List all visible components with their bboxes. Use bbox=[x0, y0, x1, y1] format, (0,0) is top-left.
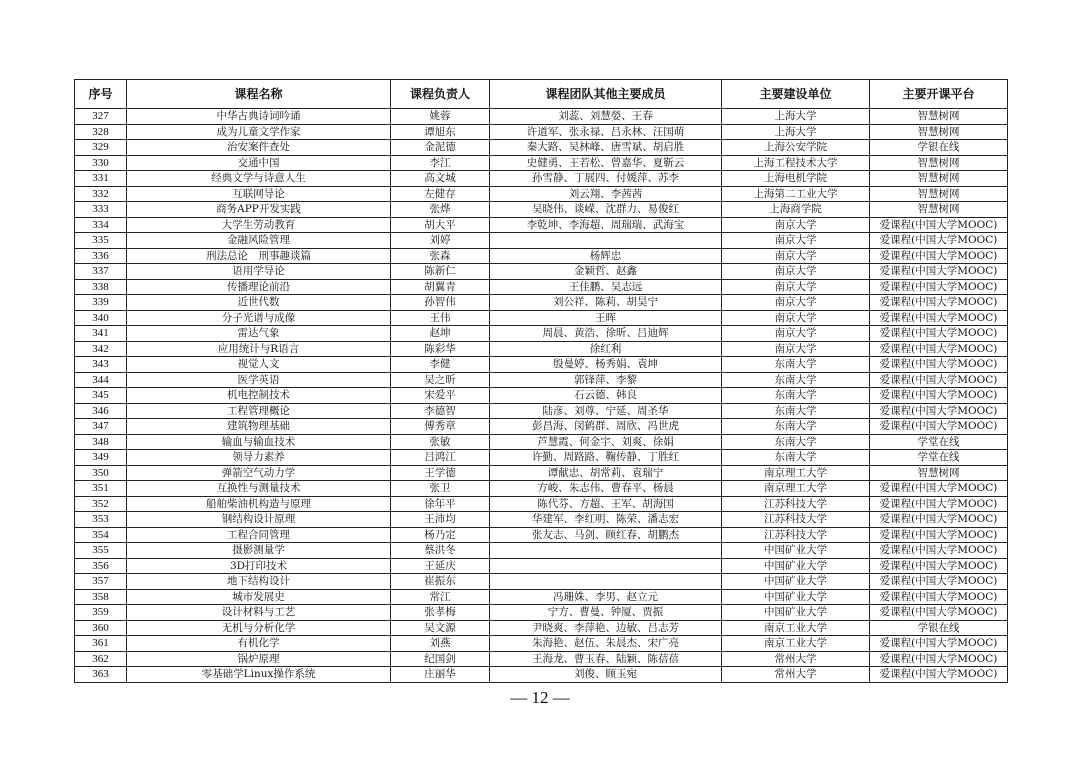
cell-serial-number: 327 bbox=[75, 109, 127, 125]
cell-team-members: 彭昌海、闵鹤群、周欣、冯世虎 bbox=[490, 419, 722, 435]
cell-platform: 智慧树网 bbox=[870, 171, 1008, 187]
table-row bbox=[75, 465, 1008, 481]
table-row bbox=[75, 140, 1008, 156]
cell-platform: 爱课程(中国大学MOOC) bbox=[870, 248, 1008, 264]
cell-course-lead: 蔡洪冬 bbox=[391, 543, 490, 559]
cell-serial-number: 354 bbox=[75, 527, 127, 543]
cell-platform: 爱课程(中国大学MOOC) bbox=[870, 264, 1008, 280]
cell-construction-unit: 常州大学 bbox=[722, 667, 870, 683]
cell-course-name: 建筑物理基础 bbox=[127, 419, 391, 435]
cell-course-name: 互联网导论 bbox=[127, 186, 391, 202]
cell-team-members: 尹晓爽、李萍艳、边敏、吕志芳 bbox=[490, 620, 722, 636]
cell-platform: 爱课程(中国大学MOOC) bbox=[870, 667, 1008, 683]
cell-serial-number: 341 bbox=[75, 326, 127, 342]
cell-serial-number: 333 bbox=[75, 202, 127, 218]
header-team-members: 课程团队其他主要成员 bbox=[490, 80, 722, 109]
cell-team-members: 史健勇、王若松、曾嘉华、夏靳云 bbox=[490, 155, 722, 171]
cell-course-name: 锅炉原理 bbox=[127, 651, 391, 667]
cell-platform: 学堂在线 bbox=[870, 434, 1008, 450]
cell-team-members: 冯珊姝、李男、赵立元 bbox=[490, 589, 722, 605]
cell-course-name: 经典文学与诗意人生 bbox=[127, 171, 391, 187]
cell-construction-unit: 东南大学 bbox=[722, 450, 870, 466]
cell-course-name: 钢结构设计原理 bbox=[127, 512, 391, 528]
cell-construction-unit: 南京大学 bbox=[722, 341, 870, 357]
cell-team-members: 张友志、马剑、顾红春、胡鹏杰 bbox=[490, 527, 722, 543]
cell-course-lead: 王延庆 bbox=[391, 558, 490, 574]
table-body bbox=[75, 109, 1008, 683]
cell-construction-unit: 江苏科技大学 bbox=[722, 496, 870, 512]
cell-serial-number: 330 bbox=[75, 155, 127, 171]
table-row bbox=[75, 450, 1008, 466]
cell-platform: 学银在线 bbox=[870, 620, 1008, 636]
cell-team-members: 陈代芬、方超、王军、胡海国 bbox=[490, 496, 722, 512]
cell-team-members: 方峻、朱志伟、曹春平、杨晨 bbox=[490, 481, 722, 497]
cell-construction-unit: 东南大学 bbox=[722, 388, 870, 404]
cell-team-members: 杨辉忠 bbox=[490, 248, 722, 264]
cell-serial-number: 347 bbox=[75, 419, 127, 435]
cell-team-members: 许勤、周路路、鞠传静、丁胜红 bbox=[490, 450, 722, 466]
cell-team-members: 刘云翔、李茜茜 bbox=[490, 186, 722, 202]
cell-construction-unit: 中国矿业大学 bbox=[722, 574, 870, 590]
cell-course-name: 成为儿童文学作家 bbox=[127, 124, 391, 140]
cell-construction-unit: 南京大学 bbox=[722, 295, 870, 311]
cell-course-name: 工程管理概论 bbox=[127, 403, 391, 419]
cell-construction-unit: 上海商学院 bbox=[722, 202, 870, 218]
cell-course-lead: 纪国剑 bbox=[391, 651, 490, 667]
table-row bbox=[75, 295, 1008, 311]
table-row bbox=[75, 109, 1008, 125]
cell-platform: 爱课程(中国大学MOOC) bbox=[870, 388, 1008, 404]
cell-serial-number: 332 bbox=[75, 186, 127, 202]
cell-team-members bbox=[490, 558, 722, 574]
cell-team-members: 周晨、黄浩、徐昕、吕迪辉 bbox=[490, 326, 722, 342]
cell-platform: 爱课程(中国大学MOOC) bbox=[870, 558, 1008, 574]
cell-serial-number: 343 bbox=[75, 357, 127, 373]
cell-course-lead: 张森 bbox=[391, 248, 490, 264]
cell-construction-unit: 南京工业大学 bbox=[722, 636, 870, 652]
cell-course-lead: 王沛均 bbox=[391, 512, 490, 528]
cell-construction-unit: 中国矿业大学 bbox=[722, 605, 870, 621]
cell-serial-number: 361 bbox=[75, 636, 127, 652]
cell-platform: 智慧树网 bbox=[870, 465, 1008, 481]
cell-course-lead: 李江 bbox=[391, 155, 490, 171]
cell-team-members: 吴晓伟、谈嵘、沈群力、易俊红 bbox=[490, 202, 722, 218]
cell-platform: 爱课程(中国大学MOOC) bbox=[870, 589, 1008, 605]
cell-construction-unit: 东南大学 bbox=[722, 403, 870, 419]
cell-course-lead: 姚蓉 bbox=[391, 109, 490, 125]
cell-course-lead: 金泥德 bbox=[391, 140, 490, 156]
cell-serial-number: 358 bbox=[75, 589, 127, 605]
cell-team-members: 殷曼婷、杨秀娟、袁坤 bbox=[490, 357, 722, 373]
cell-course-name: 零基础学Linux操作系统 bbox=[127, 667, 391, 683]
table-row bbox=[75, 434, 1008, 450]
cell-course-name: 分子光谱与成像 bbox=[127, 310, 391, 326]
cell-course-name: 近世代数 bbox=[127, 295, 391, 311]
cell-construction-unit: 上海公安学院 bbox=[722, 140, 870, 156]
cell-course-lead: 刘婷 bbox=[391, 233, 490, 249]
cell-course-name: 商务APP开发实践 bbox=[127, 202, 391, 218]
cell-construction-unit: 上海大学 bbox=[722, 124, 870, 140]
cell-team-members: 陆彦、刘尊、宁延、周圣华 bbox=[490, 403, 722, 419]
table-row bbox=[75, 651, 1008, 667]
cell-construction-unit: 江苏科技大学 bbox=[722, 527, 870, 543]
cell-course-name: 视觉人文 bbox=[127, 357, 391, 373]
cell-platform: 爱课程(中国大学MOOC) bbox=[870, 341, 1008, 357]
cell-course-lead: 高文城 bbox=[391, 171, 490, 187]
cell-construction-unit: 中国矿业大学 bbox=[722, 543, 870, 559]
cell-platform: 爱课程(中国大学MOOC) bbox=[870, 651, 1008, 667]
cell-serial-number: 350 bbox=[75, 465, 127, 481]
cell-team-members: 郭锋萍、李黎 bbox=[490, 372, 722, 388]
cell-platform: 智慧树网 bbox=[870, 155, 1008, 171]
cell-serial-number: 356 bbox=[75, 558, 127, 574]
table-row bbox=[75, 279, 1008, 295]
table-row bbox=[75, 357, 1008, 373]
cell-team-members bbox=[490, 233, 722, 249]
cell-platform: 爱课程(中国大学MOOC) bbox=[870, 403, 1008, 419]
cell-course-lead: 张孝梅 bbox=[391, 605, 490, 621]
cell-serial-number: 349 bbox=[75, 450, 127, 466]
table-row bbox=[75, 372, 1008, 388]
cell-course-name: 城市发展史 bbox=[127, 589, 391, 605]
cell-team-members: 李乾坤、李海超、周瑞瑞、武海宝 bbox=[490, 217, 722, 233]
header-construction-unit: 主要建设单位 bbox=[722, 80, 870, 109]
cell-course-name: 船舶柴油机构造与原理 bbox=[127, 496, 391, 512]
cell-serial-number: 355 bbox=[75, 543, 127, 559]
cell-course-lead: 谭旭东 bbox=[391, 124, 490, 140]
cell-platform: 爱课程(中国大学MOOC) bbox=[870, 636, 1008, 652]
table-row bbox=[75, 419, 1008, 435]
table-row bbox=[75, 217, 1008, 233]
cell-course-lead: 张烨 bbox=[391, 202, 490, 218]
cell-platform: 爱课程(中国大学MOOC) bbox=[870, 419, 1008, 435]
cell-course-lead: 左健存 bbox=[391, 186, 490, 202]
cell-course-lead: 陈彩华 bbox=[391, 341, 490, 357]
cell-course-lead: 陈新仁 bbox=[391, 264, 490, 280]
cell-team-members: 孙雪静、丁展四、付媛萍、苏李 bbox=[490, 171, 722, 187]
cell-team-members: 刘蕊、刘慧嫈、王春 bbox=[490, 109, 722, 125]
cell-course-name: 弹箭空气动力学 bbox=[127, 465, 391, 481]
table-row bbox=[75, 605, 1008, 621]
cell-construction-unit: 南京大学 bbox=[722, 233, 870, 249]
header-course-lead: 课程负责人 bbox=[391, 80, 490, 109]
cell-serial-number: 362 bbox=[75, 651, 127, 667]
cell-construction-unit: 上海大学 bbox=[722, 109, 870, 125]
cell-construction-unit: 东南大学 bbox=[722, 357, 870, 373]
cell-construction-unit: 江苏科技大学 bbox=[722, 512, 870, 528]
cell-serial-number: 329 bbox=[75, 140, 127, 156]
cell-serial-number: 363 bbox=[75, 667, 127, 683]
cell-course-name: 无机与分析化学 bbox=[127, 620, 391, 636]
table-row bbox=[75, 202, 1008, 218]
cell-course-name: 输血与输血技术 bbox=[127, 434, 391, 450]
table-row bbox=[75, 326, 1008, 342]
cell-construction-unit: 南京大学 bbox=[722, 326, 870, 342]
cell-course-name: 语用学导论 bbox=[127, 264, 391, 280]
cell-team-members: 王佳鹏、吴志远 bbox=[490, 279, 722, 295]
cell-construction-unit: 东南大学 bbox=[722, 419, 870, 435]
cell-platform: 爱课程(中国大学MOOC) bbox=[870, 310, 1008, 326]
table-row bbox=[75, 558, 1008, 574]
cell-platform: 学银在线 bbox=[870, 140, 1008, 156]
table-row bbox=[75, 481, 1008, 497]
cell-construction-unit: 南京理工大学 bbox=[722, 465, 870, 481]
cell-serial-number: 346 bbox=[75, 403, 127, 419]
table-row bbox=[75, 496, 1008, 512]
table-row bbox=[75, 186, 1008, 202]
cell-construction-unit: 东南大学 bbox=[722, 434, 870, 450]
cell-course-lead: 吕鸿江 bbox=[391, 450, 490, 466]
cell-team-members: 王海龙、曹玉春、陆颖、陈蓓蓓 bbox=[490, 651, 722, 667]
table-row bbox=[75, 403, 1008, 419]
cell-team-members: 石云德、韩良 bbox=[490, 388, 722, 404]
cell-serial-number: 360 bbox=[75, 620, 127, 636]
cell-construction-unit: 南京大学 bbox=[722, 248, 870, 264]
cell-course-name: 设计材料与工艺 bbox=[127, 605, 391, 621]
cell-platform: 爱课程(中国大学MOOC) bbox=[870, 326, 1008, 342]
cell-team-members: 王晖 bbox=[490, 310, 722, 326]
table-row bbox=[75, 543, 1008, 559]
cell-serial-number: 335 bbox=[75, 233, 127, 249]
cell-team-members: 华建军、李红明、陈荣、潘志宏 bbox=[490, 512, 722, 528]
cell-construction-unit: 南京大学 bbox=[722, 310, 870, 326]
cell-course-lead: 胡翼青 bbox=[391, 279, 490, 295]
cell-serial-number: 334 bbox=[75, 217, 127, 233]
cell-team-members: 许道军、张永禄、吕永林、汪国萌 bbox=[490, 124, 722, 140]
cell-platform: 学堂在线 bbox=[870, 450, 1008, 466]
cell-course-name: 传播理论前沿 bbox=[127, 279, 391, 295]
cell-course-name: 金融风险管理 bbox=[127, 233, 391, 249]
cell-serial-number: 344 bbox=[75, 372, 127, 388]
cell-platform: 爱课程(中国大学MOOC) bbox=[870, 481, 1008, 497]
cell-platform: 爱课程(中国大学MOOC) bbox=[870, 512, 1008, 528]
cell-serial-number: 331 bbox=[75, 171, 127, 187]
cell-team-members: 芦慧霞、何金宇、刘爽、徐娟 bbox=[490, 434, 722, 450]
cell-team-members: 谭献忠、胡常莉、袁瑞宁 bbox=[490, 465, 722, 481]
cell-course-name: 中华古典诗词吟诵 bbox=[127, 109, 391, 125]
cell-team-members: 刘俊、顾玉宛 bbox=[490, 667, 722, 683]
cell-platform: 爱课程(中国大学MOOC) bbox=[870, 217, 1008, 233]
table-header-row bbox=[75, 80, 1008, 109]
cell-construction-unit: 中国矿业大学 bbox=[722, 589, 870, 605]
cell-team-members bbox=[490, 574, 722, 590]
table-row bbox=[75, 155, 1008, 171]
table-row bbox=[75, 264, 1008, 280]
cell-construction-unit: 南京大学 bbox=[722, 217, 870, 233]
cell-serial-number: 351 bbox=[75, 481, 127, 497]
cell-construction-unit: 上海电机学院 bbox=[722, 171, 870, 187]
cell-platform: 智慧树网 bbox=[870, 124, 1008, 140]
cell-course-name: 有机化学 bbox=[127, 636, 391, 652]
cell-serial-number: 352 bbox=[75, 496, 127, 512]
table-row bbox=[75, 589, 1008, 605]
cell-platform: 爱课程(中国大学MOOC) bbox=[870, 357, 1008, 373]
cell-course-lead: 刘燕 bbox=[391, 636, 490, 652]
cell-course-name: 摄影测量学 bbox=[127, 543, 391, 559]
cell-construction-unit: 上海工程技术大学 bbox=[722, 155, 870, 171]
cell-course-name: 领导力素养 bbox=[127, 450, 391, 466]
cell-serial-number: 337 bbox=[75, 264, 127, 280]
cell-course-name: 3D打印技术 bbox=[127, 558, 391, 574]
cell-course-lead: 胡大平 bbox=[391, 217, 490, 233]
cell-platform: 智慧树网 bbox=[870, 109, 1008, 125]
cell-construction-unit: 南京工业大学 bbox=[722, 620, 870, 636]
cell-course-lead: 常江 bbox=[391, 589, 490, 605]
cell-team-members: 刘公祥、陈莉、胡昊宁 bbox=[490, 295, 722, 311]
header-serial-number: 序号 bbox=[75, 80, 127, 109]
table-row bbox=[75, 248, 1008, 264]
table-row bbox=[75, 667, 1008, 683]
cell-team-members: 徐红利 bbox=[490, 341, 722, 357]
cell-serial-number: 338 bbox=[75, 279, 127, 295]
table-row bbox=[75, 388, 1008, 404]
cell-construction-unit: 东南大学 bbox=[722, 372, 870, 388]
cell-course-lead: 赵坤 bbox=[391, 326, 490, 342]
table-row bbox=[75, 233, 1008, 249]
cell-course-lead: 崔振东 bbox=[391, 574, 490, 590]
page-number: — 12 — bbox=[510, 688, 570, 707]
cell-construction-unit: 南京理工大学 bbox=[722, 481, 870, 497]
cell-course-lead: 杨乃定 bbox=[391, 527, 490, 543]
cell-team-members: 宁方、曹曼、钟厦、贾振 bbox=[490, 605, 722, 621]
table-row bbox=[75, 574, 1008, 590]
cell-course-lead: 王伟 bbox=[391, 310, 490, 326]
cell-course-lead: 王学德 bbox=[391, 465, 490, 481]
table-row bbox=[75, 310, 1008, 326]
header-platform: 主要开课平台 bbox=[870, 80, 1008, 109]
cell-course-lead: 吴之昕 bbox=[391, 372, 490, 388]
table-row bbox=[75, 620, 1008, 636]
cell-serial-number: 339 bbox=[75, 295, 127, 311]
cell-platform: 爱课程(中国大学MOOC) bbox=[870, 233, 1008, 249]
cell-course-name: 地下结构设计 bbox=[127, 574, 391, 590]
cell-course-name: 交通中国 bbox=[127, 155, 391, 171]
cell-serial-number: 345 bbox=[75, 388, 127, 404]
cell-construction-unit: 南京大学 bbox=[722, 279, 870, 295]
cell-platform: 爱课程(中国大学MOOC) bbox=[870, 295, 1008, 311]
cell-serial-number: 336 bbox=[75, 248, 127, 264]
cell-course-name: 刑法总论 刑事趣谈篇 bbox=[127, 248, 391, 264]
cell-course-lead: 吴文源 bbox=[391, 620, 490, 636]
table-row bbox=[75, 124, 1008, 140]
cell-construction-unit: 上海第二工业大学 bbox=[722, 186, 870, 202]
cell-serial-number: 348 bbox=[75, 434, 127, 450]
table-row bbox=[75, 512, 1008, 528]
cell-platform: 智慧树网 bbox=[870, 202, 1008, 218]
cell-serial-number: 328 bbox=[75, 124, 127, 140]
cell-serial-number: 353 bbox=[75, 512, 127, 528]
cell-course-name: 应用统计与R语言 bbox=[127, 341, 391, 357]
cell-team-members: 金颖哲、赵鑫 bbox=[490, 264, 722, 280]
header-course-name: 课程名称 bbox=[127, 80, 391, 109]
cell-course-name: 工程合同管理 bbox=[127, 527, 391, 543]
cell-course-name: 大学生劳动教育 bbox=[127, 217, 391, 233]
cell-serial-number: 342 bbox=[75, 341, 127, 357]
cell-construction-unit: 常州大学 bbox=[722, 651, 870, 667]
cell-course-lead: 徐年平 bbox=[391, 496, 490, 512]
cell-construction-unit: 中国矿业大学 bbox=[722, 558, 870, 574]
cell-platform: 爱课程(中国大学MOOC) bbox=[870, 605, 1008, 621]
cell-course-name: 机电控制技术 bbox=[127, 388, 391, 404]
cell-platform: 爱课程(中国大学MOOC) bbox=[870, 279, 1008, 295]
cell-platform: 智慧树网 bbox=[870, 186, 1008, 202]
cell-course-lead: 宋爱平 bbox=[391, 388, 490, 404]
cell-course-lead: 张敏 bbox=[391, 434, 490, 450]
course-table bbox=[74, 79, 1008, 683]
cell-serial-number: 357 bbox=[75, 574, 127, 590]
cell-course-name: 互换性与测量技术 bbox=[127, 481, 391, 497]
cell-course-name: 医学英语 bbox=[127, 372, 391, 388]
cell-construction-unit: 南京大学 bbox=[722, 264, 870, 280]
cell-platform: 爱课程(中国大学MOOC) bbox=[870, 496, 1008, 512]
table-row bbox=[75, 341, 1008, 357]
cell-team-members bbox=[490, 543, 722, 559]
cell-course-lead: 张卫 bbox=[391, 481, 490, 497]
cell-course-lead: 孙智伟 bbox=[391, 295, 490, 311]
cell-course-lead: 李健 bbox=[391, 357, 490, 373]
table-row bbox=[75, 171, 1008, 187]
cell-serial-number: 359 bbox=[75, 605, 127, 621]
cell-course-lead: 傅秀章 bbox=[391, 419, 490, 435]
cell-course-name: 雷达气象 bbox=[127, 326, 391, 342]
cell-team-members: 朱海艳、赵伍、朱晨杰、宋广亮 bbox=[490, 636, 722, 652]
cell-platform: 爱课程(中国大学MOOC) bbox=[870, 574, 1008, 590]
cell-course-lead: 李德智 bbox=[391, 403, 490, 419]
cell-platform: 爱课程(中国大学MOOC) bbox=[870, 372, 1008, 388]
cell-team-members: 秦大路、吴林峰、唐雪斌、胡启胜 bbox=[490, 140, 722, 156]
cell-platform: 爱课程(中国大学MOOC) bbox=[870, 527, 1008, 543]
cell-platform: 爱课程(中国大学MOOC) bbox=[870, 543, 1008, 559]
cell-course-name: 治安案件查处 bbox=[127, 140, 391, 156]
cell-course-lead: 庄丽华 bbox=[391, 667, 490, 683]
table-row bbox=[75, 527, 1008, 543]
table-row bbox=[75, 636, 1008, 652]
cell-serial-number: 340 bbox=[75, 310, 127, 326]
